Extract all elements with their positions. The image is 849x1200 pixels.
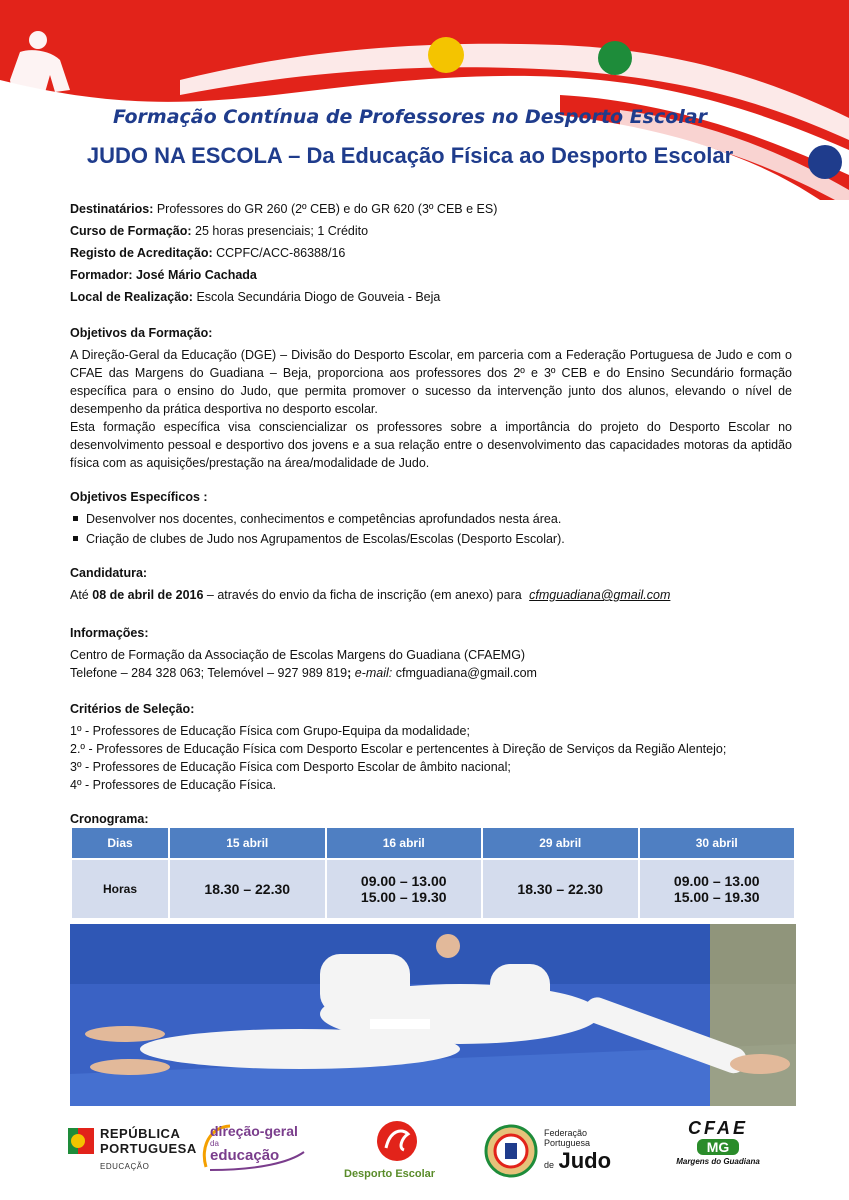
desporto-escolar-label: Desporto Escolar	[344, 1168, 436, 1180]
table-cell	[483, 860, 638, 918]
time-slot: 15.00 – 19.30	[673, 889, 760, 905]
cfae-mg-logo	[658, 1118, 778, 1188]
fpj-line-1: Federação Portuguesa	[544, 1128, 591, 1148]
cronograma-table	[70, 826, 796, 920]
info-destinatarios	[70, 200, 792, 218]
destinatarios-value: Professores do GR 260 (2º CEB) e do GR 620 (3º CEB e ES)	[156, 202, 498, 216]
desporto-escolar-emblem-icon	[372, 1118, 422, 1164]
registo-label: Registo de Acreditação:	[70, 246, 213, 260]
green-dot-icon	[598, 41, 632, 75]
criterio-item: 2.º - Professores de Educação Física com Desporto Escolar e pertencentes à Direção de Serviços da Região Alentejo;	[70, 742, 727, 756]
info-local	[70, 288, 792, 306]
cfae-subtitle: Margens do Guadiana	[676, 1157, 760, 1166]
dge-line-3: educação	[210, 1147, 280, 1164]
info-formador	[70, 266, 792, 284]
candidatura-heading: Candidatura:	[70, 566, 148, 580]
fpj-line-2: de	[544, 1160, 555, 1170]
table-row-label: Horas	[72, 860, 168, 918]
republica-subtitle: EDUCAÇÃO	[100, 1162, 150, 1171]
table-header-cell: Dias	[72, 828, 168, 858]
dge-line-2: da	[210, 1139, 219, 1148]
page-subtitle: Formação Contínua de Professores no Desporto Escolar	[112, 106, 708, 128]
info-curso	[70, 222, 792, 240]
local-value: Escola Secundária Diogo de Gouveia - Beja	[196, 290, 441, 304]
list-item: Criação de clubes de Judo nos Agrupamentos de Escolas/Escolas (Desporto Escolar).	[86, 530, 792, 548]
republica-portuguesa-logo	[68, 1118, 198, 1188]
informacoes-email-label: e-mail:	[354, 666, 393, 680]
informacoes-line-2	[70, 664, 792, 682]
criterio-item: 3º - Professores de Educação Física com Desporto Escolar de âmbito nacional;	[70, 760, 511, 774]
desporto-escolar-logo	[338, 1118, 458, 1188]
cfae-top: CFAE	[687, 1118, 748, 1138]
page-title: JUDO NA ESCOLA – Da Educação Física ao Desporto Escolar	[86, 143, 734, 168]
table-header-row	[72, 828, 794, 858]
time-slot: 09.00 – 13.00	[360, 873, 447, 889]
cronograma-heading: Cronograma:	[70, 812, 149, 826]
dge-logo	[200, 1118, 310, 1188]
formador-value: José Mário Cachada	[135, 268, 257, 282]
document-body	[70, 200, 792, 832]
informacoes-email[interactable]: cfmguadiana@gmail.com	[395, 666, 537, 680]
fpj-emblem-icon	[484, 1124, 538, 1178]
fpj-judo-word: Judo	[558, 1148, 612, 1173]
dge-line-1: direção-geral	[210, 1123, 298, 1139]
registo-value: CCPFC/ACC-86388/16	[216, 246, 346, 260]
local-label: Local de Realização:	[70, 290, 193, 304]
curso-label: Curso de Formação:	[70, 224, 192, 238]
table-cell	[640, 860, 795, 918]
fpj-logo	[480, 1118, 630, 1188]
especificos-heading: Objetivos Específicos :	[70, 490, 208, 504]
table-cell	[170, 860, 325, 918]
time-slot: 18.30 – 22.30	[517, 881, 604, 897]
objetivos-heading: Objetivos da Formação:	[70, 326, 213, 340]
especificos-list	[70, 510, 792, 548]
objetivos-paragraph-2: Esta formação específica visa consciencializar os professores sobre a importância do projeto do Desporto Escolar no desenvolvimento pessoal e desportivo dos jovens e a sua relação entre o desenvolvimento das capacidades motoras da aptidão física com as aquisições/prestação na área/modalidade de Judo.	[70, 420, 792, 470]
candidatura-body: – através do envio da ficha de inscrição (em anexo) para	[206, 588, 522, 602]
informacoes-phone: Telefone – 284 328 063; Telemóvel – 927 989 819	[70, 666, 348, 680]
portugal-shield-icon	[68, 1128, 94, 1154]
criterio-item: 1º - Professores de Educação Física com Grupo-Equipa da modalidade;	[70, 724, 470, 738]
objetivos-paragraph-1: A Direção-Geral da Educação (DGE) – Divisão do Desporto Escolar, em parceria com a Federação Portuguesa de Judo e com o CFAE das Margens do Guadiana – Beja, proporciona aos professores dos 2º e 3º CEB e do Ensino Secundário formação específica para o ensino do Judo, que permita promover o sucesso da intervenção junto dos alunos, elevando o nível de desempenho da prática desportiva no desporto escolar.	[70, 348, 792, 416]
informacoes-heading: Informações:	[70, 626, 149, 640]
formador-label: Formador:	[70, 268, 133, 282]
table-header-cell: 15 abril	[170, 828, 325, 858]
time-slot: 18.30 – 22.30	[204, 881, 291, 897]
cfae-mg-badge: MG	[697, 1139, 740, 1155]
time-slot: 15.00 – 19.30	[360, 889, 447, 905]
judo-photo	[70, 924, 796, 1106]
informacoes-line-1: Centro de Formação da Associação de Escolas Margens do Guadiana (CFAEMG)	[70, 648, 526, 662]
time-slot: 09.00 – 13.00	[673, 873, 760, 889]
candidatura-date: 08 de abril de 2016	[92, 588, 204, 602]
info-registo	[70, 244, 792, 262]
yellow-dot-icon	[428, 37, 464, 73]
candidatura-prefix: Até	[70, 588, 89, 602]
table-row	[72, 860, 794, 918]
criterios-heading: Critérios de Seleção:	[70, 702, 195, 716]
table-header-cell: 30 abril	[640, 828, 795, 858]
destinatarios-label: Destinatários:	[70, 202, 154, 216]
informacoes-semicolon: ;	[347, 666, 352, 680]
curso-value: 25 horas presenciais; 1 Crédito	[195, 224, 369, 238]
republica-line-2: PORTUGUESA	[100, 1141, 197, 1156]
table-cell	[327, 860, 482, 918]
candidatura-text	[70, 586, 792, 604]
table-header-cell: 16 abril	[327, 828, 482, 858]
partner-logos	[60, 1118, 800, 1188]
republica-line-1: REPÚBLICA	[100, 1126, 181, 1141]
table-header-cell: 29 abril	[483, 828, 638, 858]
list-item: Desenvolver nos docentes, conhecimentos e competências aprofundados nesta área.	[86, 510, 792, 528]
criterio-item: 4º - Professores de Educação Física.	[70, 778, 277, 792]
candidatura-email-link[interactable]: cfmguadiana@gmail.com	[529, 588, 671, 602]
header-decoration	[0, 0, 849, 200]
